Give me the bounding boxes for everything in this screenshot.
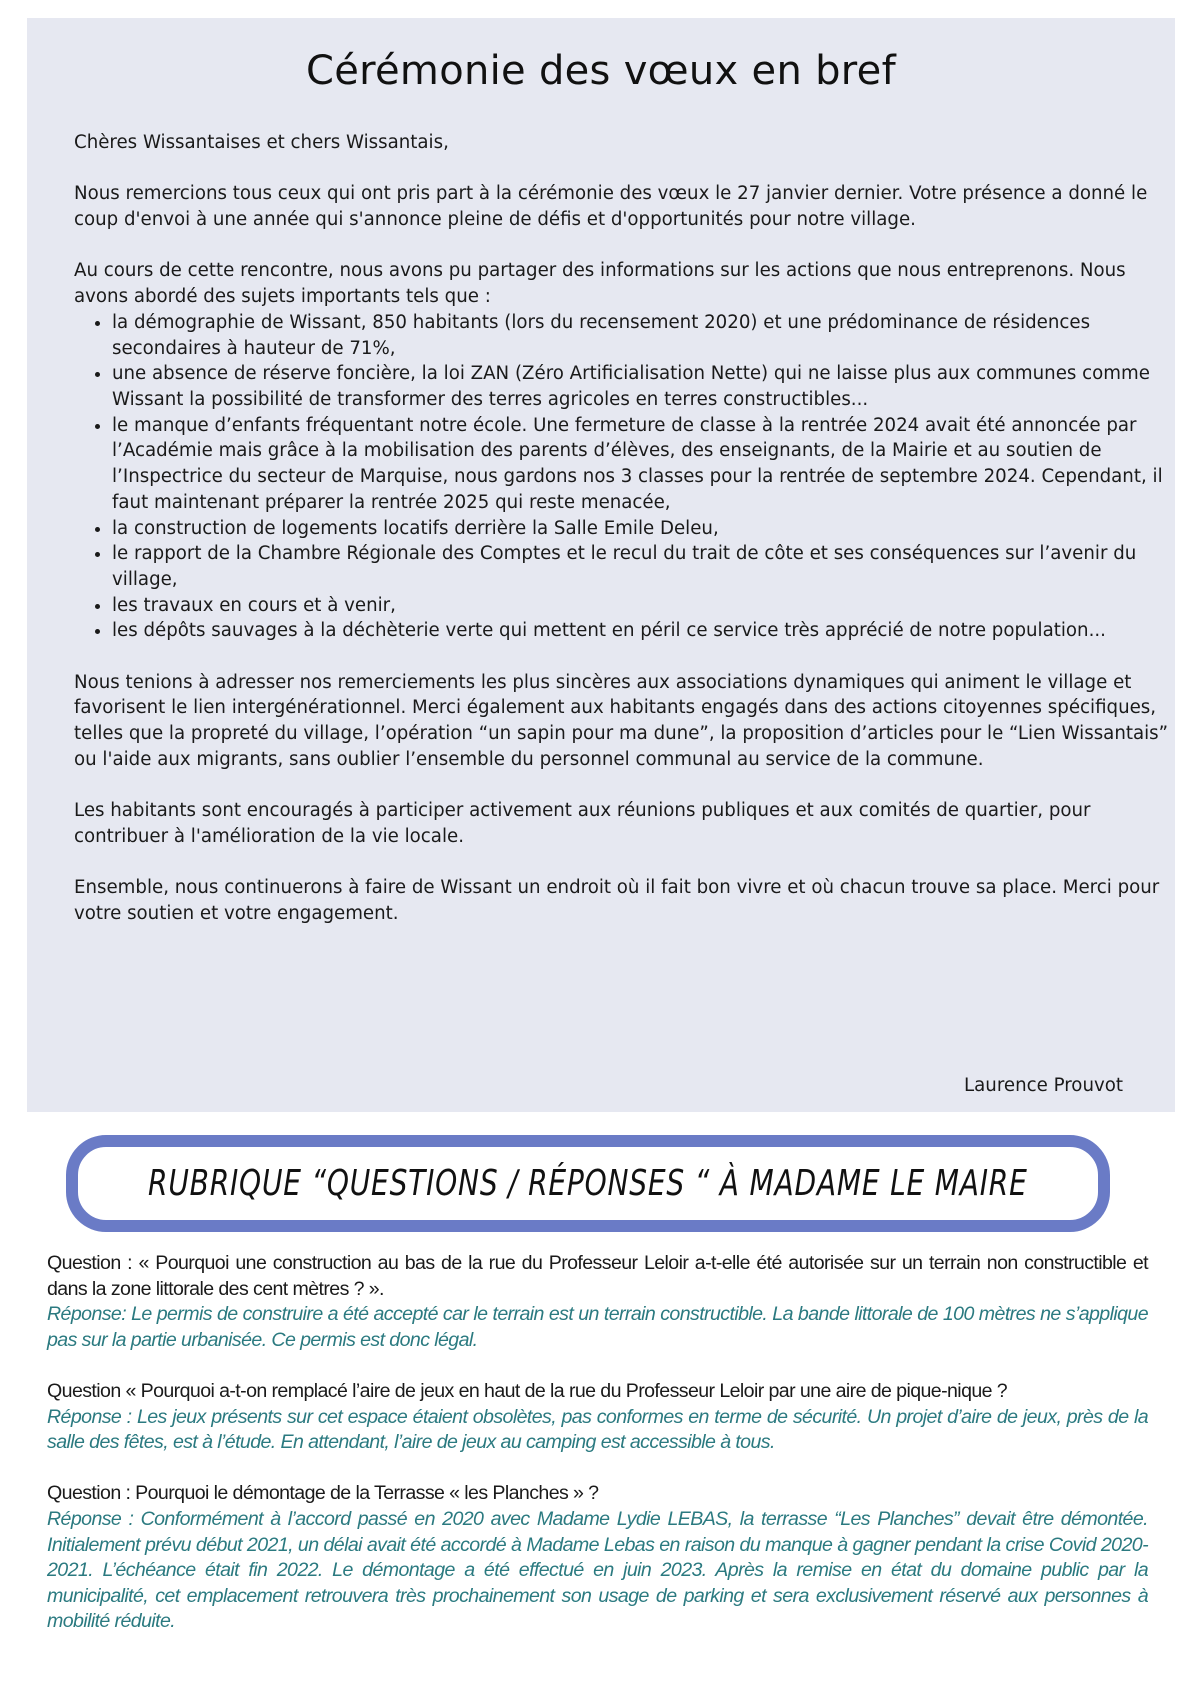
- paragraph: Nous tenions à adresser nos remerciements les plus sincères aux associations dynamiques qui animent le village et favorisent le lien intergénérationnel. Merci également aux habitants engagés dans des actions citoyennes spécifiques, telles que la propreté du village, l’opération “un sapin pour ma dune”, la proposition d’articles pour le “Lien Wissantais” ou l'aide aux migrants, sans oublier l’ensemble du personnel communal au service de la commune.: [74, 671, 1169, 770]
- answer: Réponse: Le permis de construire a été accepté car le terrain est un terrain constructible. La bande littorale de 100 mètres ne s’applique pas sur la partie urbanisée. Ce permis est donc légal.: [47, 1303, 1148, 1351]
- answer: Réponse : Conformément à l’accord passé en 2020 avec Madame Lydie LEBAS, la terrasse “Les Planches” devait être démontée. Initialement prévu début 2021, un délai avait été accordé à Madame Lebas en raison du manque à gagner pendant la crise Covid 2020-2021. L’échéance était fin 2022. Le démontage a été effectué en juin 2023. Après la remise en état du domaine public par la municipalité, cet emplacement retrouvera très prochainement son usage de parking et sera exclusivement réservé aux personnes à mobilité réduite.: [47, 1507, 1148, 1633]
- paragraph: Les habitants sont encouragés à participer activement aux réunions publiques et aux comités de quartier, pour contribuer à l'amélioration de la vie locale.: [74, 800, 1091, 847]
- qa-section: [47, 1251, 1148, 1661]
- article-box: [27, 18, 1175, 1112]
- paragraph: Ensemble, nous continuerons à faire de Wissant un endroit où il fait bon vivre et où chacun trouve sa place. Merci pour votre soutien et votre engagement.: [74, 877, 1160, 925]
- list-item: • la démographie de Wissant, 850 habitants (lors du recensement 2020) et une prédominance de résidences secondaires à hauteur de 71%,: [112, 310, 1182, 361]
- article-title: Cérémonie des vœux en bref: [306, 48, 896, 94]
- paragraph: Au cours de cette rencontre, nous avons pu partager des informations sur les actions que nous entreprenons. Nous avons abordé des sujets importants tels que :: [74, 260, 1126, 308]
- qa-heading: RUBRIQUE “QUESTIONS / RÉPONSES “ À MADAME LE MAIRE: [148, 1163, 1028, 1204]
- list-item: • les travaux en cours et à venir,: [112, 593, 1182, 619]
- signature: Laurence Prouvot: [964, 1075, 1123, 1096]
- greeting: Chères Wissantaises et chers Wissantais,: [74, 132, 449, 153]
- article-body: [74, 130, 1182, 952]
- question: Question « Pourquoi a-t-on remplacé l’aire de jeux en haut de la rue du Professeur Leloir par une aire de pique-nique ?: [47, 1379, 1008, 1402]
- topics-list: [74, 310, 1182, 644]
- answer: Réponse : Les jeux présents sur cet espace étaient obsolètes, pas conformes en terme de sécurité. Un projet d’aire de jeux, près de la salle des fêtes, est à l’étude. En attendant, l’aire de jeux au camping est accessible à tous.: [47, 1405, 1148, 1454]
- list-item: • la construction de logements locatifs derrière la Salle Emile Deleu,: [112, 516, 1182, 542]
- list-item: • le manque d’enfants fréquentant notre école. Une fermeture de classe à la rentrée 2024 avait été annoncée par l’Académie mais grâce à la mobilisation des parents d’élèves, des enseignants, de la Mairie et au soutien de l’Inspectrice du secteur de Marquise, nous gardons nos 3 classes pour la rentrée de septembre 2024. Cependant, il faut maintenant préparer la rentrée 2025 qui reste menacée,: [112, 413, 1182, 516]
- list-item: • les dépôts sauvages à la déchèterie verte qui mettent en péril ce service très apprécié de notre population...: [112, 618, 1182, 644]
- list-item: • le rapport de la Chambre Régionale des Comptes et le recul du trait de côte et ses conséquences sur l’avenir du village,: [112, 541, 1182, 592]
- question: Question : Pourquoi le démontage de la Terrasse « les Planches » ?: [47, 1482, 599, 1505]
- paragraph: Nous remercions tous ceux qui ont pris part à la cérémonie des vœux le 27 janvier dernier. Votre présence a donné le coup d'envoi à une année qui s'annonce pleine de défis et d'opportunités pour notre village.: [74, 183, 1148, 231]
- qa-banner: [66, 1135, 1110, 1232]
- list-item: • une absence de réserve foncière, la loi ZAN (Zéro Artificialisation Nette) qui ne laisse plus aux communes comme Wissant la possibilité de transformer des terres agricoles en terres constructibles...: [112, 361, 1182, 412]
- question: Question : « Pourquoi une construction au bas de la rue du Professeur Leloir a-t-elle été autorisée sur un terrain non constructible et dans la zone littorale des cent mètres ? ».: [47, 1252, 1148, 1300]
